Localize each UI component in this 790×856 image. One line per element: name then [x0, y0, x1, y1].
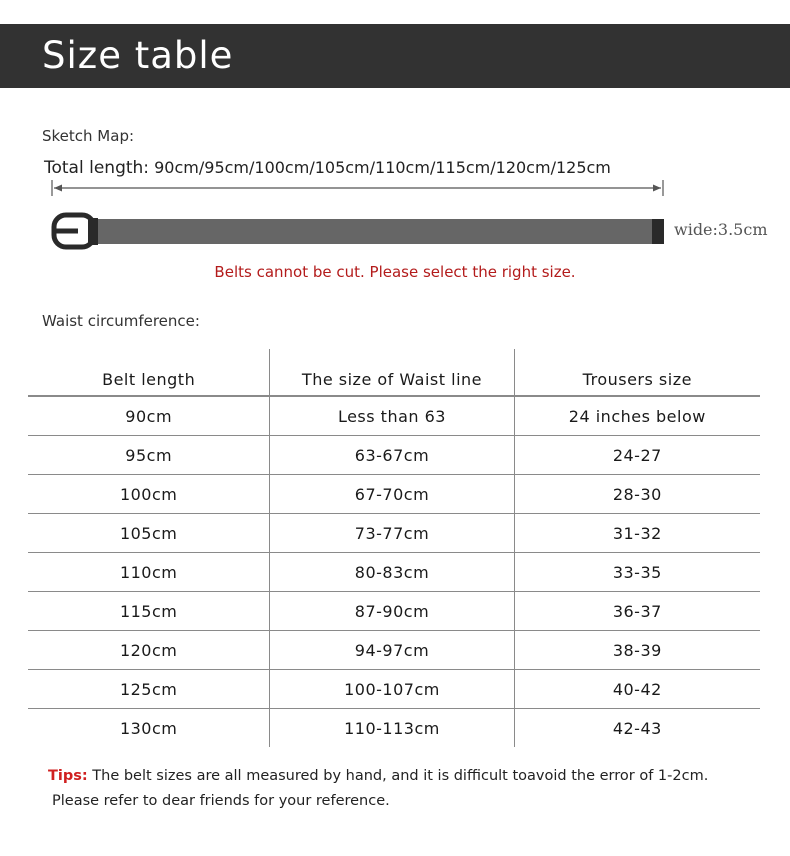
header-belt-length: Belt length — [28, 349, 270, 396]
waist-circumference-label: Waist circumference: — [42, 312, 200, 330]
total-length-label: Total length: — [44, 158, 150, 178]
tips-line-2: Please refer to dear friends for your reference. — [52, 793, 390, 809]
trousers-size-cell: 28-30 — [514, 475, 760, 514]
table-row — [28, 709, 760, 748]
belt-length-cell: 110cm — [28, 553, 270, 592]
belt-strap — [94, 219, 654, 244]
size-table — [28, 349, 760, 747]
waist-line-cell: Less than 63 — [270, 396, 514, 436]
tips-note — [48, 764, 778, 814]
trousers-size-cell: 31-32 — [514, 514, 760, 553]
belt-length-cell: 90cm — [28, 396, 270, 436]
waist-line-cell: 100-107cm — [270, 670, 514, 709]
waist-line-cell: 80-83cm — [270, 553, 514, 592]
length-measure-arrow — [40, 178, 680, 198]
belt-length-cell: 125cm — [28, 670, 270, 709]
belt-length-cell: 105cm — [28, 514, 270, 553]
belt-width-label: wide:3.5cm — [674, 220, 768, 239]
trousers-size-cell: 36-37 — [514, 592, 760, 631]
sketch-map-label: Sketch Map: — [42, 127, 135, 145]
table-row — [28, 436, 760, 475]
belt-length-cell: 120cm — [28, 631, 270, 670]
belt-length-cell: 130cm — [119, 718, 178, 738]
page-title: Size table — [42, 34, 234, 77]
trousers-size-cell: 40-42 — [514, 670, 760, 709]
total-length-values: 90cm/95cm/100cm/105cm/110cm/115cm/120cm/125cm — [154, 158, 611, 177]
table-row — [28, 592, 760, 631]
belt-length-cell: 95cm — [28, 436, 270, 475]
trousers-size-cell: 42-43 — [612, 718, 662, 738]
page-header — [0, 24, 790, 88]
no-cut-warning: Belts cannot be cut. Please select the right size. — [214, 263, 576, 281]
belt-sketch — [48, 208, 668, 254]
trousers-size-cell: 24-27 — [514, 436, 760, 475]
tips-line-1: The belt sizes are all measured by hand, and it is difficult toavoid the error of 1-2cm. — [87, 768, 709, 784]
table-row — [28, 553, 760, 592]
buckle-icon — [52, 215, 94, 247]
waist-line-cell: 63-67cm — [270, 436, 514, 475]
trousers-size-cell: 24 inches below — [514, 396, 760, 436]
waist-line-cell: 94-97cm — [270, 631, 514, 670]
header-trousers-size: Trousers size — [514, 349, 760, 396]
tips-key: Tips: — [48, 768, 88, 784]
table-row — [28, 631, 760, 670]
waist-line-cell: 87-90cm — [270, 592, 514, 631]
belt-length-cell: 115cm — [28, 592, 270, 631]
trousers-size-cell: 33-35 — [514, 553, 760, 592]
belt-tip — [652, 219, 664, 244]
waist-line-cell: 73-77cm — [270, 514, 514, 553]
table-row — [28, 514, 760, 553]
header-waist-line: The size of Waist line — [270, 349, 514, 396]
trousers-size-cell: 38-39 — [514, 631, 760, 670]
table-header-row — [28, 349, 760, 396]
waist-line-cell: 110-113cm — [270, 709, 514, 748]
belt-length-cell: 100cm — [28, 475, 270, 514]
table-row — [28, 396, 760, 436]
waist-line-cell: 67-70cm — [270, 475, 514, 514]
total-length-line — [44, 158, 611, 178]
table-row — [28, 475, 760, 514]
table-row — [28, 670, 760, 709]
